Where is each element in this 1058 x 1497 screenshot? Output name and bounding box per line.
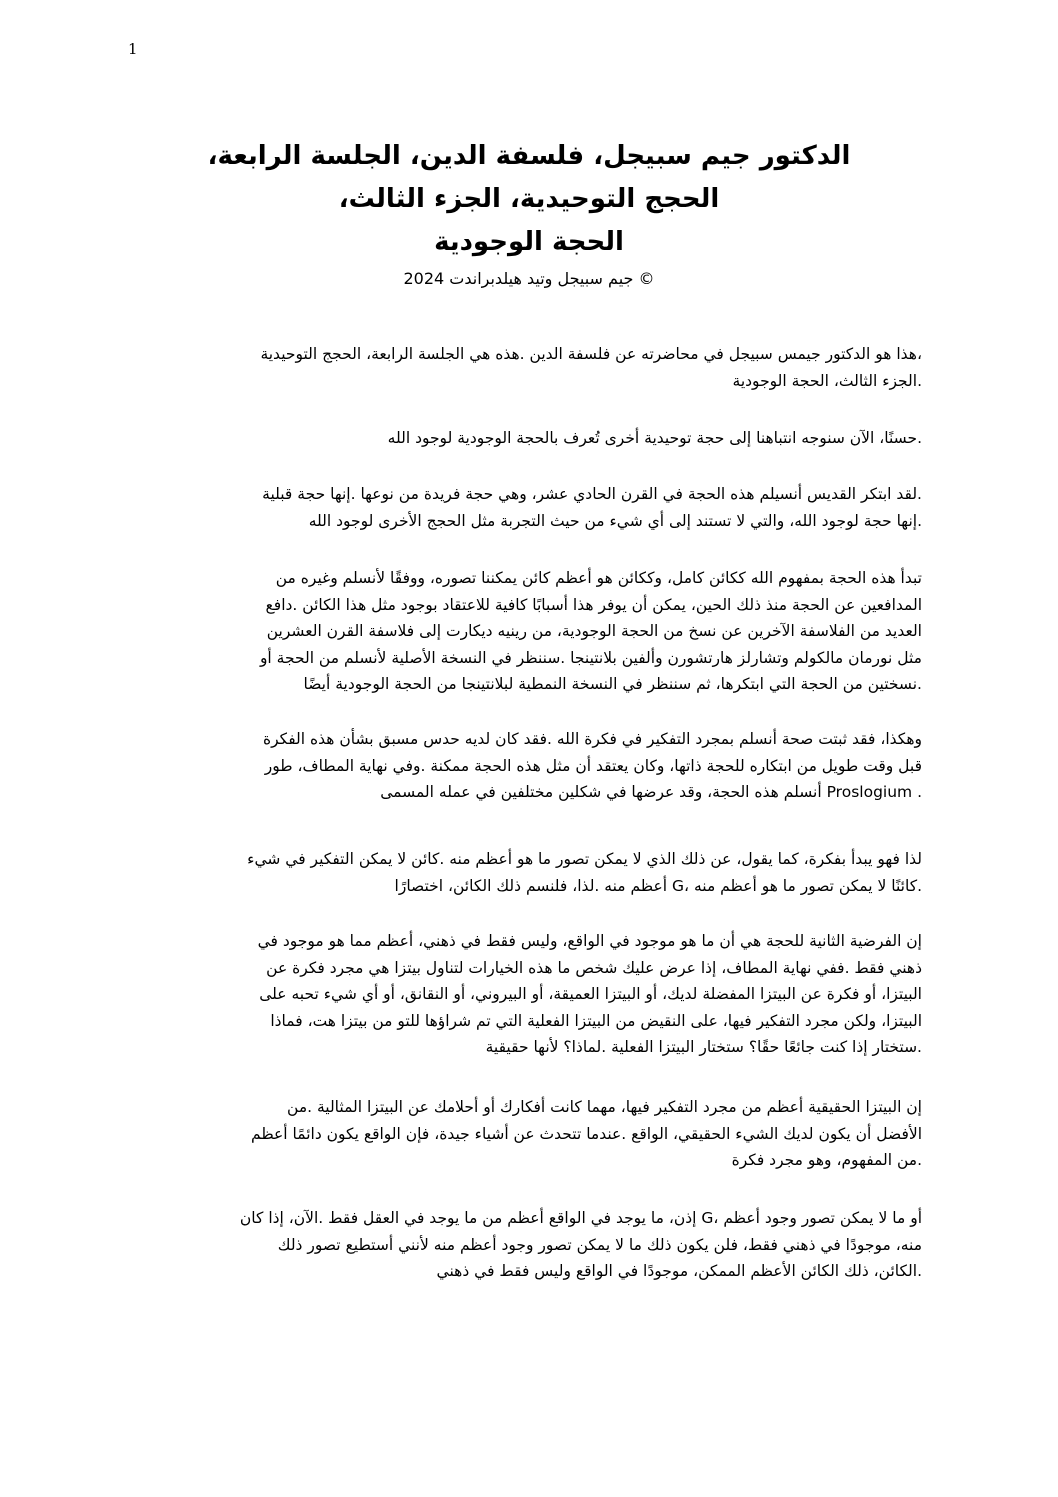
paragraph bbox=[132, 565, 922, 698]
paragraph-line: إن الفرضية الثانية للحجة هي أن ما هو موجود في الواقع، وليس فقط في ذهني، أعظم مما هو موجود في bbox=[257, 932, 922, 950]
paragraph-line: البيتزا، أو فكرة عن البيتزا المفضلة لديك، أو البيتزا العميقة، أو البيروني، أو النقانق، أو أي شيء تحبه على bbox=[259, 985, 922, 1003]
paragraph-line: .إنها حجة لوجود الله، والتي لا تستند إلى أي شيء من حيث التجربة مثل الحجج الأخرى لوجود الله bbox=[308, 511, 922, 530]
title-line: ،الدكتور جيم سبيجل، فلسفة الدين، الجلسة الرابعة bbox=[207, 141, 851, 171]
paragraph-line: .لقد ابتكر القديس أنسيلم هذه الحجة في القرن الحادي عشر، وهي حجة فريدة من نوعها .إنها حجة قبلية bbox=[262, 485, 922, 503]
paragraph-line: منه، موجودًا في ذهني فقط، فلن يكون ذلك ما لا يمكن تصور وجود أعظم منه لأنني أستطيع تصور ذلك bbox=[277, 1235, 922, 1254]
paragraph-line: .الجزء الثالث، الحجة الوجودية bbox=[732, 371, 922, 390]
paragraph bbox=[132, 425, 922, 452]
paragraph-line: .حسنًا، الآن سنوجه انتباهنا إلى حجة توحيدية أخرى تُعرف بالحجة الوجودية لوجود الله bbox=[387, 429, 922, 447]
title-line: ،الحجج التوحيدية، الجزء الثالث bbox=[338, 184, 720, 214]
document-title bbox=[0, 135, 1058, 294]
paragraph-line: .من المفهوم، وهو مجرد فكرة bbox=[731, 1151, 922, 1169]
paragraph bbox=[132, 481, 922, 534]
paragraph-line: الأفضل أن يكون لديك الشيء الحقيقي، الواقع .عندما تتحدث عن أشياء جيدة، فإن الواقع يكون دائمًا أعظم bbox=[251, 1124, 922, 1143]
paragraph-line: لذا فهو يبدأ بفكرة، كما يقول، عن ذلك الذي لا يمكن تصور ما هو أعظم منه .كائن لا يمكن التفكير في شيء bbox=[247, 850, 922, 868]
paragraph bbox=[132, 341, 922, 394]
paragraph-line: .كائنًا لا يمكن تصور ما هو أعظم منه ،G أعظم منه .لذا، فلنسم ذلك الكائن، اختصارًا bbox=[394, 876, 922, 895]
paragraph-line: مثل نورمان مالكولم وتشارلز هارتشورن وألفين بلانتينجا .سننظر في النسخة الأصلية لأنسلم من الحجة أو bbox=[259, 648, 922, 667]
paragraph-line: البيتزا، ولكن مجرد التفكير فيها، على النقيض من البيتزا الفعلية التي تم شراؤها للتو من بيتزا هت، فماذا bbox=[270, 1011, 922, 1030]
page-number: 1 bbox=[128, 40, 138, 58]
copyright-line: جيم سبيجل وتيد هيلدبراندت 2024 © bbox=[403, 269, 655, 288]
paragraph-line: العديد من الفلاسفة الآخرين عن نسخ من الحجة الوجودية، من رينيه ديكارت إلى فلاسفة القرن العشرين bbox=[266, 622, 922, 640]
paragraph-line: .نسختين من الحجة التي ابتكرها، ثم سننظر في النسخة النمطية لبلانتينجا من الحجة الوجودية أيضًا bbox=[303, 675, 922, 693]
paragraph-line: وهكذا، فقد ثبتت صحة أنسلم بمجرد التفكير في فكرة الله .فقد كان لديه حدس مسبق بشأن هذه الفكرة bbox=[262, 730, 922, 748]
paragraph bbox=[132, 1094, 922, 1174]
paragraph-line: .ستختار إذا كنت جائعًا حقًا؟ ستختار البيتزا الفعلية .لماذا؟ لأنها حقيقية bbox=[485, 1038, 922, 1056]
paragraph-line: قبل وقت طويل من ابتكاره للحجة ذاتها، وكان يعتقد أن مثل هذه الحجة ممكنة .وفي نهاية المطاف، طور bbox=[264, 756, 922, 775]
paragraph bbox=[132, 846, 922, 899]
paragraph-line: ذهني فقط .ففي نهاية المطاف، إذا عرض عليك شخص ما هذه الخيارات لتناول بيتزا هي مجرد فكرة عن bbox=[266, 958, 922, 977]
paragraph bbox=[132, 1205, 922, 1285]
paragraph-line: ،هذا هو الدكتور جيمس سبيجل في محاضرته عن فلسفة الدين .هذه هي الجلسة الرابعة، الحجج التوحيدية bbox=[260, 345, 922, 363]
paragraph bbox=[132, 726, 922, 806]
paragraph-line: . Proslogium أنسلم هذه الحجة، وقد عرضها في شكلين مختلفين في عمله المسمى bbox=[380, 783, 922, 801]
paragraph-line: أو ما لا يمكن تصور وجود أعظم ،G إذن، ما يوجد في الواقع أعظم من ما يوجد في العقل فقط .الآن، إذا كان bbox=[239, 1209, 922, 1227]
paragraph-line: .الكائن، ذلك الكائن الأعظم الممكن، موجودًا في الواقع وليس فقط في ذهني bbox=[436, 1262, 922, 1280]
title-line: الحجة الوجودية bbox=[434, 227, 624, 257]
paragraph-line: إن البيتزا الحقيقية أعظم من مجرد التفكير فيها، مهما كانت أفكارك أو أحلامك عن البيتزا المثالية .من bbox=[287, 1098, 922, 1116]
paragraph-line: تبدأ هذه الحجة بمفهوم الله ككائن كامل، وككائن هو أعظم كائن يمكننا تصوره، ووفقًا لأنسلم وغيره من bbox=[275, 569, 922, 587]
paragraph bbox=[132, 928, 922, 1061]
paragraph-line: المدافعين عن الحجة منذ ذلك الحين، يمكن أن يوفر هذا أسبابًا كافية للاعتقاد بوجود مثل هذا الكائن .دافع bbox=[265, 595, 922, 614]
